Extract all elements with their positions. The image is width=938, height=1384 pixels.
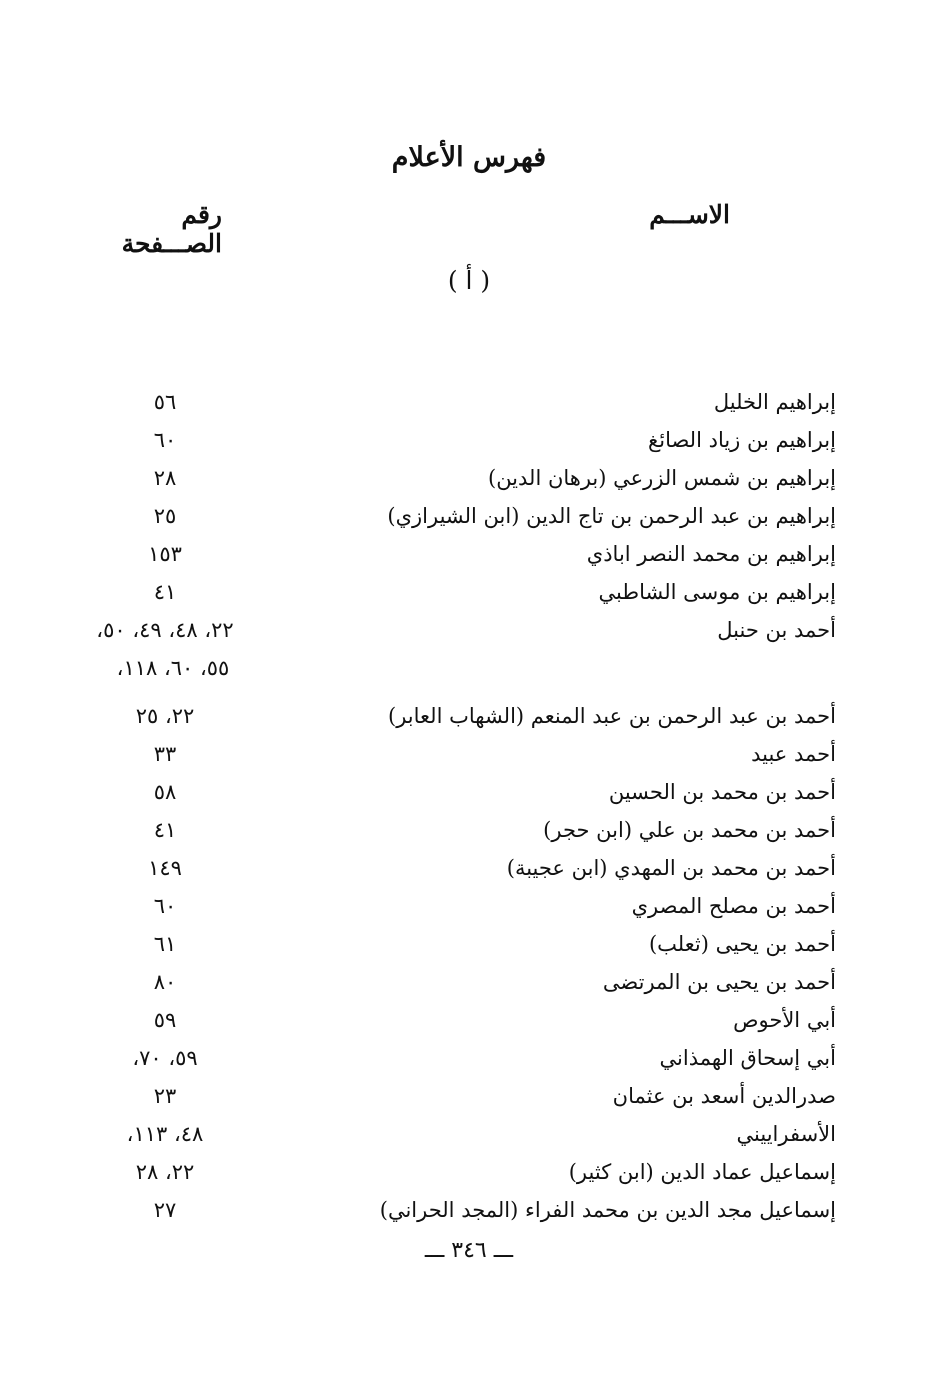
index-entry <box>0 1115 938 1153</box>
entry-name: إسماعيل عماد الدين (ابن كثير) <box>568 1160 836 1184</box>
entry-name: إبراهيم بن محمد النصر اباذي <box>586 542 836 566</box>
index-entry <box>0 1001 938 1039</box>
entry-name: إبراهيم بن شمس الزرعي (برهان الدين) <box>488 466 836 490</box>
index-entry <box>0 849 938 887</box>
index-entry <box>0 887 938 925</box>
entry-pages: ٢٢، ٤٨، ٤٩، ٥٠، <box>96 618 234 642</box>
entry-name: أحمد بن عبد الرحمن بن عبد المنعم (الشهاب العابر) <box>388 704 836 728</box>
index-entry <box>0 1153 938 1191</box>
entry-pages: ٤١ <box>153 818 177 842</box>
entry-name: أحمد بن محمد بن المهدي (ابن عجيبة) <box>506 856 836 880</box>
entry-name: أحمد بن مصلح المصري <box>631 894 836 918</box>
entry-pages: ٥٦ <box>153 390 177 414</box>
entry-pages: ٢٣ <box>153 1084 177 1108</box>
index-entry <box>0 459 938 497</box>
entry-pages: ١٤٩ <box>148 856 182 880</box>
entry-pages: ٢٢، ٢٥ <box>135 704 195 728</box>
index-entry <box>0 1077 938 1115</box>
entry-pages: ٨٠ <box>153 970 177 994</box>
index-entry <box>0 773 938 811</box>
entry-pages: ٥٩ <box>153 1008 177 1032</box>
index-entry <box>0 383 938 421</box>
index-entry <box>0 735 938 773</box>
entry-pages: ٢٨ <box>153 466 177 490</box>
index-entry <box>0 697 938 735</box>
entry-pages: ٥٩، ٧٠، <box>132 1046 198 1070</box>
entry-pages: ٢٢، ٢٨ <box>135 1160 195 1184</box>
index-entry-continuation <box>0 649 938 697</box>
page-number: ـــ ٣٤٦ ـــ <box>424 1238 514 1263</box>
index-entry <box>0 421 938 459</box>
index-entry <box>0 963 938 1001</box>
index-entry <box>0 811 938 849</box>
entry-name: أبي إسحاق الهمذاني <box>659 1046 836 1070</box>
entry-name: صدرالدين أسعد بن عثمان <box>612 1084 836 1108</box>
entry-name: أحمد بن يحيى بن المرتضى <box>602 970 836 994</box>
entry-name: إبراهيم بن موسى الشاطبي <box>598 580 836 604</box>
entry-name: أحمد عبيد <box>751 742 836 766</box>
entry-pages: ٤٨، ١١٣، <box>126 1122 204 1146</box>
index-entry <box>0 611 938 649</box>
entry-pages: ٥٥، ٦٠، ١١٨، <box>116 656 230 680</box>
index-entry <box>0 925 938 963</box>
entry-pages: ١٥٣ <box>148 542 182 566</box>
index-entry <box>0 535 938 573</box>
entry-name: أحمد بن حنبل <box>717 618 836 642</box>
entry-pages: ٢٧ <box>153 1198 177 1222</box>
entry-name: أحمد بن محمد بن علي (ابن حجر) <box>543 818 836 842</box>
entry-name: إبراهيم الخليل <box>713 390 836 414</box>
entry-name: الأسفراييني <box>736 1122 836 1146</box>
entry-name: إبراهيم بن عبد الرحمن بن تاج الدين (ابن الشيرازي) <box>387 504 836 528</box>
entry-pages: ٦٠ <box>153 428 177 452</box>
entry-name: أحمد بن يحيى (ثعلب) <box>648 932 836 956</box>
entry-name: أبي الأحوص <box>733 1008 836 1032</box>
page-title: فهرس الأعلام <box>391 142 547 173</box>
entry-pages: ٤١ <box>153 580 177 604</box>
index-entry <box>0 1039 938 1077</box>
entry-pages: ٦١ <box>153 932 177 956</box>
index-entries <box>0 383 938 1229</box>
column-header-name: الاســـم <box>649 200 730 229</box>
entry-name: أحمد بن محمد بن الحسين <box>608 780 836 804</box>
entry-pages: ٦٠ <box>153 894 177 918</box>
index-entry <box>0 1191 938 1229</box>
entry-pages: ٥٨ <box>153 780 177 804</box>
entry-name: إبراهيم بن زياد الصائغ <box>648 428 836 452</box>
entry-pages: ٣٣ <box>153 742 177 766</box>
index-entry <box>0 497 938 535</box>
entry-pages: ٢٥ <box>153 504 177 528</box>
column-header-page-number: رقم الصـــفحة <box>121 200 222 258</box>
index-entry <box>0 573 938 611</box>
entry-name: إسماعيل مجد الدين بن محمد الفراء (المجد الحراني) <box>379 1198 836 1222</box>
section-letter: ( أ ) <box>447 266 491 295</box>
